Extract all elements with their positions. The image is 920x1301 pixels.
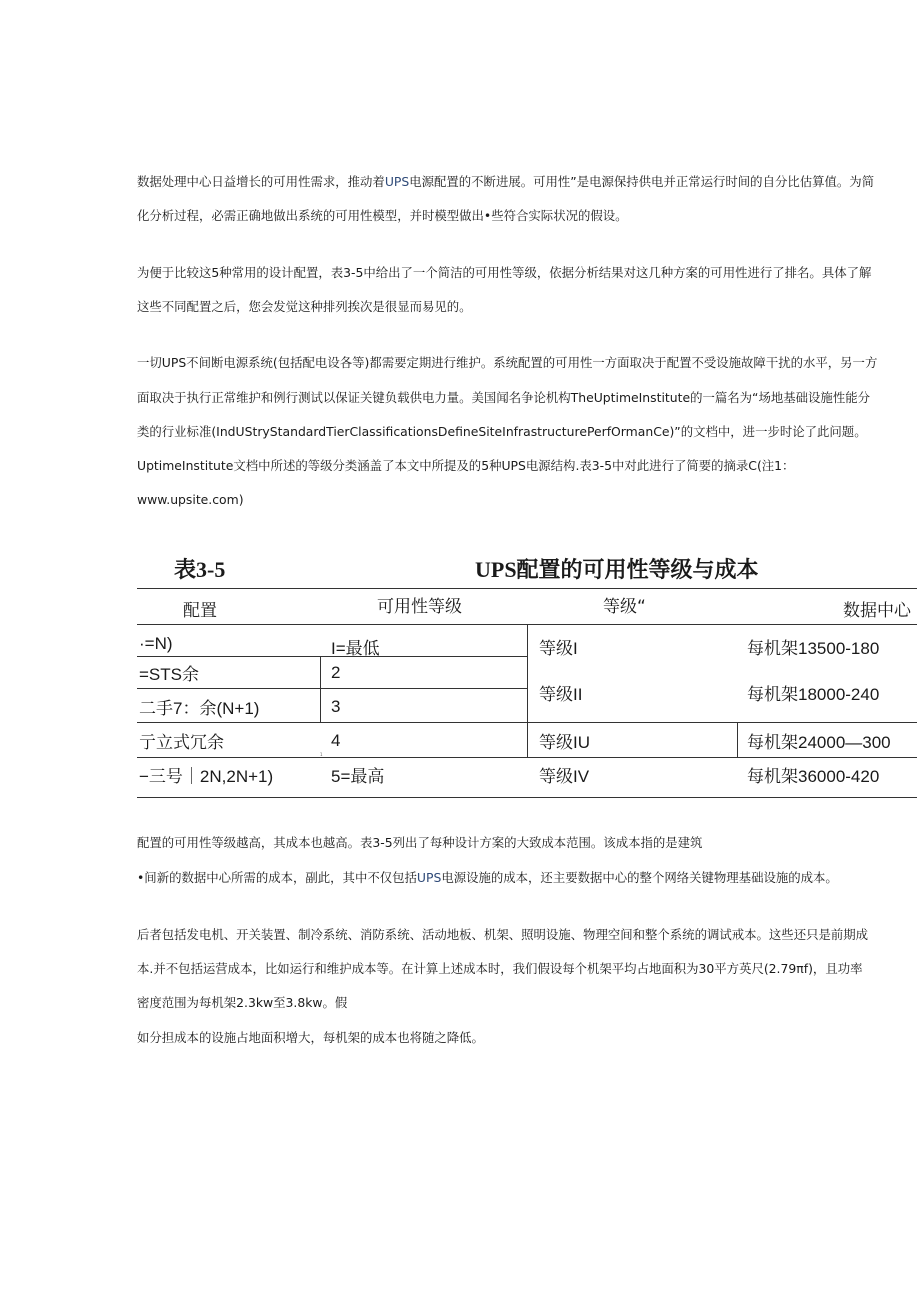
row-3-config: 二手7：余(N+1) <box>139 699 260 718</box>
table-col-divider <box>320 656 321 722</box>
paragraph-5-line-2: 本.并不包括运营成本，比如运行和维护成本等。在计算上述成本时，我们假设每个机架平均占地面积为30平方英尺(2.79πf)，且功率 <box>137 961 863 976</box>
paragraph-5-line-4: 如分担成本的设施占地面积增大，每机架的成本也将随之降低。 <box>137 1030 484 1045</box>
row-2-config: =STS余 <box>139 665 199 684</box>
paragraph-3-line-1: 一切UPS不间断电源系统(包括配电设各等)都需要定期进行维护。系统配置的可用性一方面取决于配置不受设施故障干扰的水平，另一方 <box>137 355 878 370</box>
row-5-config: −三号｜2N,2N+1) <box>139 767 274 786</box>
paragraph-5-line-1: 后者包括发电机、开关装置、制冷系统、消防系统、活动地板、机架、照明设施、物理空间和整个系统的调试戒本。这些还只是前期成 <box>137 927 869 942</box>
table-number: 表3-5 <box>174 557 226 582</box>
paragraph-3-line-2: 面取决于执行正常维护和例行测试以保证关键负载供电力量。美国闻名争论机构TheUptimeInstitute的一篇名为“场地基础设施性能分 <box>137 390 870 405</box>
row-3-cost: 每机架18000-240 <box>747 685 880 704</box>
table-title: UPS配置的可用性等级与成本 <box>475 557 759 582</box>
ups-term: UPS <box>416 870 442 885</box>
row-3-availability: 3 <box>331 697 341 716</box>
ups-term: UPS <box>384 174 410 189</box>
header-datacenter: 数据中心 <box>843 601 911 621</box>
table-rule-bottom <box>137 797 917 798</box>
paragraph-3-line-3: 类的行业标准(IndUStryStandardTierClassificationsDefineSiteInfrastructurePerfOrmanCe)”的文档中，进一步时论了此问题。 <box>137 424 867 439</box>
row-4-footnote-mark: 1 <box>320 752 323 757</box>
paragraph-3-line-4: UptimeInstitute文档中所述的等级分类涵盖了本文中所提及的5种UPS电源结构.表3-5中对此进行了简要的摘录C(注1： <box>137 458 795 473</box>
row-1-tier: 等级I <box>539 639 578 658</box>
table-rule-row <box>137 757 917 758</box>
text-span: 数据处理中心日益增长的可用性需求，推动着 <box>137 174 385 189</box>
header-tier: 等级“ <box>603 597 646 617</box>
text-span: 电源配置的不断进展。可用性”是电源保持供电并正常运行时间的自分比估算值。为简 <box>409 174 875 189</box>
table-col-divider <box>527 624 528 757</box>
row-5-availability: 5=最高 <box>331 767 385 786</box>
row-5-cost: 每机架36000-420 <box>747 767 880 786</box>
text-span: 电源设施的成本，还主要数据中心的整个网络关键物理基础设施的成本。 <box>441 870 838 885</box>
row-4-tier: 等级IU <box>539 733 590 752</box>
row-2-availability: 2 <box>331 663 341 682</box>
header-availability: 可用性等级 <box>377 597 462 617</box>
paragraph-1-line-2: 化分析过程，必需正确地做出系统的可用性模型，并时模型做出•些符合实际状况的假设。 <box>137 208 628 223</box>
row-4-availability: 4 <box>331 731 341 750</box>
row-1-availability: I=最低 <box>331 639 380 658</box>
paragraph-5-line-3: 密度范围为每机架2.3kw至3.8kw。假 <box>137 995 348 1010</box>
paragraph-4-line-2 <box>137 861 838 895</box>
paragraph-3-line-5: www.upsite.com) <box>137 492 244 507</box>
text-span: •间新的数据中心所需的成本，副此，其中不仅包括 <box>137 870 417 885</box>
row-4-config: 亍立式冗余 <box>139 733 224 752</box>
table-rule-row <box>137 688 527 689</box>
row-1-cost: 每机架13500-180 <box>747 639 880 658</box>
paragraph-4-line-1: 配置的可用性等级越高，其成本也越高。表3-5列出了每种设计方案的大致成本范围。该成本指的是建筑 <box>137 835 703 850</box>
header-config: 配置 <box>183 601 217 621</box>
paragraph-1-line-1 <box>137 165 874 199</box>
paragraph-2-line-1: 为便于比较这5种常用的设计配置，表3-5中给出了一个简洁的可用性等级，依据分析结果对这几种方案的可用性进行了排名。具体了解 <box>137 265 872 280</box>
row-1-config: ·=N) <box>139 634 173 653</box>
paragraph-2-line-2: 这些不同配置之后，您会发觉这种排列挨次是很显而易见的。 <box>137 299 472 314</box>
table-col-divider <box>737 722 738 757</box>
row-4-cost: 每机架24000—300 <box>747 733 891 752</box>
row-5-tier: 等级IV <box>539 767 590 786</box>
row-3-tier: 等级II <box>539 685 583 704</box>
table-rule-top <box>137 588 917 589</box>
